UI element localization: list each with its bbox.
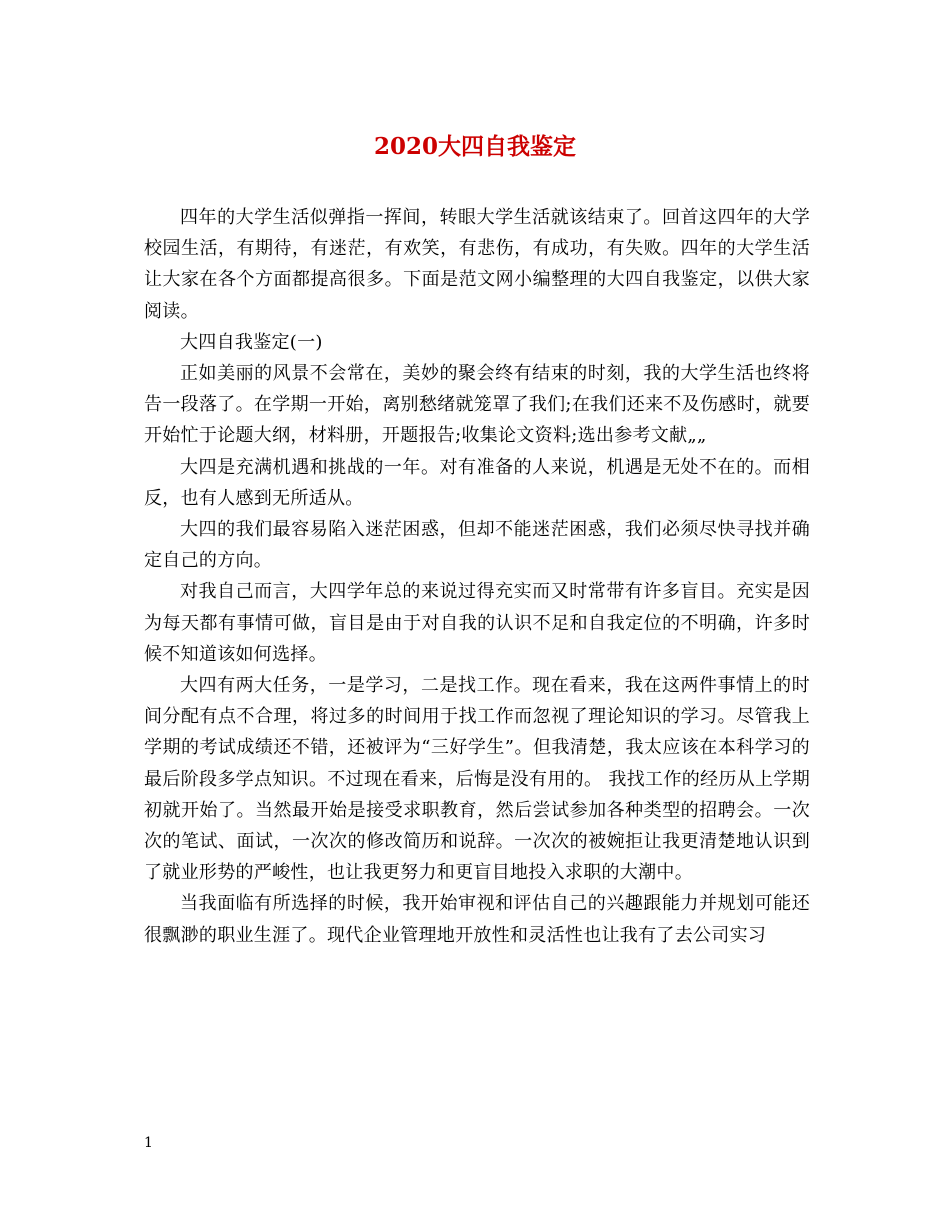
paragraph: 正如美丽的风景不会常在，美妙的聚会终有结束的时刻，我的大学生活也终将告一段落了。在学期一开始，离别愁绪就笼罩了我们;在我们还来不及伤感时，就要开始忙于论题大纲，材料册，开题报告;收集论文资料;选出参考文献„„ xyxy=(144,363,810,447)
paragraph: 对我自己而言，大四学年总的来说过得充实而又时常带有许多盲目。充实是因为每天都有事情可做，盲目是由于对自我的认识不足和自我定位的不明确，许多时候不知道该如何选择。 xyxy=(144,581,810,665)
paragraph: 大四有两大任务，一是学习，二是找工作。现在看来，我在这两件事情上的时间分配有点不合理，将过多的时间用于找工作而忽视了理论知识的学习。尽管我上学期的考试成绩还不错，还被评为“三好学生”。但我清楚，我太应该在本科学习的最后阶段多学点知识。不过现在看来，后悔是没有用的。 我找工作的经历从上学期初就开始了。当然最开始是接受求职教育，然后尝试参加各种类型的招聘会。一次次的笔试、面试，一次次的修改简历和说辞。一次次的被婉拒让我更清楚地认识到了就业形势的严峻性，也让我更努力和更盲目地投入求职的大潮中。 xyxy=(144,675,810,884)
paragraph: 大四是充满机遇和挑战的一年。对有准备的人来说，机遇是无处不在的。而相反，也有人感到无所适从。 xyxy=(144,456,810,509)
document-body xyxy=(144,202,810,951)
paragraph-intro: 四年的大学生活似弹指一挥间，转眼大学生活就该结束了。回首这四年的大学校园生活，有期待，有迷茫，有欢笑，有悲伤，有成功，有失败。四年的大学生活让大家在各个方面都提高很多。下面是范文网小编整理的大四自我鉴定，以供大家阅读。 xyxy=(144,207,810,322)
paragraph: 当我面临有所选择的时候，我开始审视和评估自己的兴趣跟能力并规划可能还很飘渺的职业生涯了。现代企业管理地开放性和灵活性也让我有了去公司实习 xyxy=(144,893,810,946)
document-title: 2020大四自我鉴定 xyxy=(373,133,576,160)
paragraph: 大四的我们最容易陷入迷茫困惑，但却不能迷茫困惑，我们必须尽快寻找并确定自己的方向。 xyxy=(144,519,810,572)
page-number: 1 xyxy=(144,1135,153,1151)
section-heading: 大四自我鉴定(一) xyxy=(180,331,323,353)
